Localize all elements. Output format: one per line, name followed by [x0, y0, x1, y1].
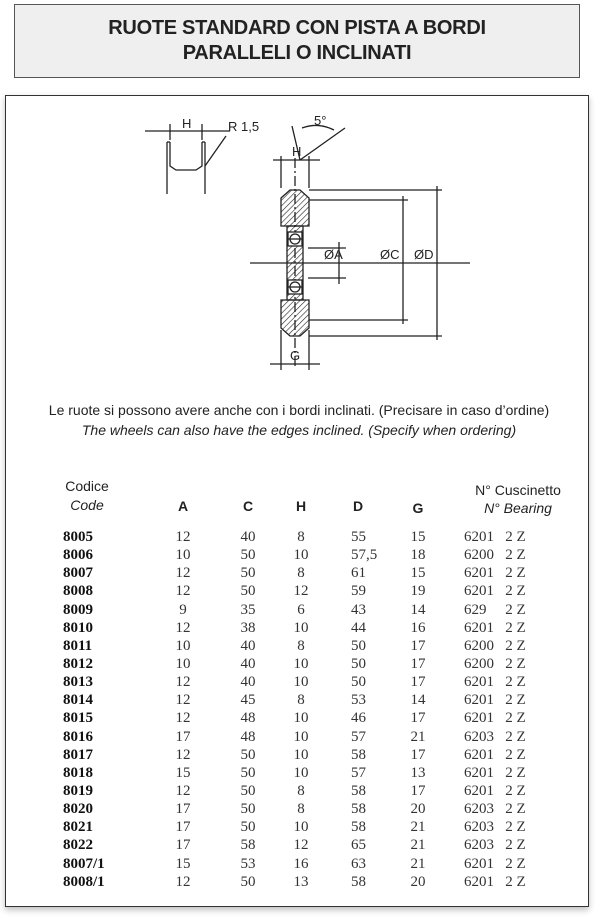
cell-c: 50	[240, 565, 256, 582]
cell-code: 8006	[63, 547, 93, 564]
cell-d: 50	[351, 637, 366, 654]
cell-c: 40	[240, 674, 256, 691]
groove-profile-detail	[145, 124, 230, 194]
cell-bearing: 6201 2 Z	[464, 764, 526, 781]
cell-c: 40	[240, 655, 256, 672]
cell-h: 10	[293, 819, 309, 836]
cell-a: 12	[175, 873, 191, 890]
cell-bearing: 6201 2 Z	[464, 873, 526, 890]
cell-h: 10	[293, 547, 309, 564]
table-row	[0, 746, 598, 764]
cell-code: 8008	[63, 583, 93, 600]
cell-d: 63	[351, 855, 366, 872]
cell-h: 12	[293, 837, 309, 854]
table-row	[0, 564, 598, 582]
cell-c: 50	[240, 547, 256, 564]
cell-bearing: 6201 2 Z	[464, 782, 526, 799]
cell-c: 50	[240, 782, 256, 799]
cell-d: 57	[351, 728, 366, 745]
cell-code: 8010	[63, 619, 93, 636]
cell-code: 8005	[63, 529, 93, 545]
cell-d: 57	[351, 764, 366, 781]
cell-bearing: 6201 2 Z	[464, 674, 526, 691]
cell-h: 10	[293, 710, 309, 727]
cell-d: 53	[351, 692, 366, 709]
cell-a: 12	[175, 583, 191, 600]
header-code-it: Codice	[65, 478, 109, 494]
cell-a: 12	[175, 746, 191, 763]
cell-h: 10	[293, 728, 309, 745]
table-row	[0, 637, 598, 655]
cell-bearing: 6201 2 Z	[464, 710, 526, 727]
cell-h: 6	[297, 601, 305, 618]
radius-label: R 1,5	[228, 119, 260, 134]
cell-d: 58	[351, 801, 366, 818]
cell-h: 10	[293, 655, 309, 672]
cell-code: 8007/1	[63, 855, 105, 872]
outer-diameter-label: ØD	[414, 247, 434, 262]
cell-d: 57,5	[351, 547, 378, 564]
cell-code: 8018	[63, 764, 93, 781]
cell-h: 8	[297, 692, 305, 709]
cell-c: 50	[240, 801, 256, 818]
table-row	[0, 601, 598, 619]
table-row	[0, 709, 598, 727]
cell-a: 17	[175, 728, 191, 745]
cell-code: 8022	[63, 837, 93, 854]
cell-h: 16	[293, 855, 309, 872]
groove-width-label: H	[182, 116, 192, 131]
cell-g: 17	[410, 746, 426, 763]
table-row	[0, 728, 598, 746]
cell-a: 17	[175, 819, 191, 836]
cell-code: 8017	[63, 746, 93, 763]
cell-a: 12	[175, 782, 191, 799]
cell-code: 8019	[63, 782, 93, 799]
cell-code: 8021	[63, 819, 93, 836]
cell-code: 8008/1	[63, 873, 105, 890]
cell-code: 8016	[63, 728, 93, 745]
cell-h: 10	[293, 764, 309, 781]
wheel-table-body	[0, 528, 598, 891]
cell-a: 12	[175, 619, 191, 636]
table-row	[0, 836, 598, 854]
table-row	[0, 582, 598, 600]
cell-h: 8	[297, 801, 305, 818]
cell-d: 50	[351, 655, 366, 672]
cell-c: 50	[240, 819, 256, 836]
cell-g: 14	[410, 692, 426, 709]
cell-h: 10	[293, 619, 309, 636]
cell-code: 8014	[63, 692, 93, 709]
cell-g: 21	[410, 819, 426, 836]
table-row	[0, 546, 598, 564]
cell-g: 21	[410, 728, 426, 745]
table-row	[0, 782, 598, 800]
cell-a: 12	[175, 692, 191, 709]
cell-g: 18	[410, 547, 426, 564]
cell-g: 19	[410, 583, 426, 600]
cell-code: 8011	[63, 637, 93, 654]
cell-bearing: 6203 2 Z	[464, 728, 526, 745]
cell-bearing: 6201 2 Z	[464, 583, 526, 600]
cell-h: 12	[293, 583, 309, 600]
cell-a: 12	[175, 710, 191, 727]
cell-g: 17	[410, 674, 426, 691]
cell-bearing: 6203 2 Z	[464, 801, 526, 818]
cell-a: 10	[175, 637, 191, 654]
cell-c: 50	[240, 873, 256, 890]
cell-c: 45	[240, 692, 256, 709]
cell-g: 17	[410, 782, 426, 799]
total-width-label: G	[290, 348, 301, 363]
cell-a: 10	[175, 547, 191, 564]
cell-bearing: 6201 2 Z	[464, 692, 526, 709]
table-row	[0, 764, 598, 782]
angle-label: 5°	[314, 113, 327, 128]
cell-bearing: 6201 2 Z	[464, 565, 526, 582]
header-d: D	[352, 498, 364, 514]
cell-c: 50	[240, 583, 256, 600]
cell-g: 20	[410, 801, 426, 818]
cell-g: 21	[410, 837, 426, 854]
cell-a: 10	[175, 655, 191, 672]
cell-d: 58	[351, 819, 366, 836]
cell-a: 12	[175, 565, 191, 582]
cell-h: 10	[293, 746, 309, 763]
cell-c: 50	[240, 746, 256, 763]
cell-a: 17	[175, 801, 191, 818]
cell-d: 58	[351, 746, 366, 763]
title-line-1: RUOTE STANDARD CON PISTA A BORDI	[108, 17, 486, 39]
table-row	[0, 818, 598, 836]
cell-d: 65	[351, 837, 366, 854]
cell-g: 15	[410, 565, 426, 582]
cell-d: 55	[351, 529, 366, 545]
cell-c: 35	[240, 601, 256, 618]
cell-c: 38	[240, 619, 256, 636]
cell-a: 12	[175, 674, 191, 691]
cell-c: 58	[240, 837, 256, 854]
cell-c: 53	[240, 855, 256, 872]
cell-a: 17	[175, 837, 191, 854]
cell-c: 40	[240, 529, 256, 545]
cell-d: 59	[351, 583, 366, 600]
cell-a: 12	[175, 529, 191, 545]
cell-bearing: 6201 2 Z	[464, 529, 526, 545]
wheel-technical-drawing	[130, 108, 480, 378]
cell-g: 20	[410, 873, 426, 890]
cell-h: 10	[293, 674, 309, 691]
table-row	[0, 800, 598, 818]
cell-bearing: 6201 2 Z	[464, 619, 526, 636]
cell-h: 8	[297, 565, 305, 582]
cell-bearing: 6203 2 Z	[464, 837, 526, 854]
cell-h: 8	[297, 637, 305, 654]
table-row	[0, 855, 598, 873]
table-row	[0, 655, 598, 673]
table-row	[0, 873, 598, 891]
cell-code: 8012	[63, 655, 93, 672]
cell-a: 15	[175, 764, 191, 781]
note-italian: Le ruote si possono avere anche con i bordi inclinati. (Precisare in caso d’ordine)	[48, 402, 550, 418]
cell-g: 13	[410, 764, 426, 781]
note-english: The wheels can also have the edges inclined. (Specify when ordering)	[81, 422, 517, 438]
header-c: C	[242, 498, 254, 514]
cell-code: 8013	[63, 674, 93, 691]
cell-c: 40	[240, 637, 256, 654]
cell-h: 8	[297, 782, 305, 799]
header-h: H	[295, 498, 307, 514]
cell-d: 43	[351, 601, 366, 618]
table-row	[0, 673, 598, 691]
bore-diameter-label: ØA	[324, 247, 343, 262]
cell-g: 14	[410, 601, 426, 618]
cell-g: 16	[410, 619, 426, 636]
header-a: A	[177, 498, 189, 514]
cell-c: 48	[240, 710, 256, 727]
track-diameter-label: ØC	[380, 247, 400, 262]
cell-d: 61	[351, 565, 366, 582]
cell-c: 50	[240, 764, 256, 781]
header-g: G	[412, 500, 424, 516]
cell-bearing: 6203 2 Z	[464, 819, 526, 836]
cell-d: 58	[351, 873, 366, 890]
cell-a: 9	[179, 601, 187, 618]
table-row	[0, 691, 598, 709]
cell-code: 8007	[63, 565, 93, 582]
cell-bearing: 6201 2 Z	[464, 855, 526, 872]
table-row	[0, 528, 598, 546]
hub-width-label: H	[292, 144, 302, 159]
cell-code: 8020	[63, 801, 93, 818]
cell-g: 17	[410, 710, 426, 727]
cell-d: 58	[351, 782, 366, 799]
table-row	[0, 619, 598, 637]
cell-c: 48	[240, 728, 256, 745]
header-bearing-it: N° Cuscinetto	[475, 482, 561, 498]
cell-h: 8	[297, 529, 305, 545]
cell-g: 21	[410, 855, 426, 872]
cell-d: 44	[351, 619, 366, 636]
title-box	[14, 4, 580, 78]
cell-bearing: 6200 2 Z	[464, 547, 526, 564]
cell-code: 8009	[63, 601, 93, 618]
title-line-2: PARALLELI O INCLINATI	[182, 42, 412, 64]
cell-d: 50	[351, 674, 366, 691]
cell-bearing: 629 2 Z	[464, 601, 526, 618]
cell-g: 15	[410, 529, 426, 545]
cell-a: 15	[175, 855, 191, 872]
cell-g: 17	[410, 655, 426, 672]
header-bearing-en: N° Bearing	[484, 500, 552, 516]
cell-d: 46	[351, 710, 366, 727]
cell-bearing: 6200 2 Z	[464, 655, 526, 672]
cell-bearing: 6201 2 Z	[464, 746, 526, 763]
cell-code: 8015	[63, 710, 93, 727]
header-code-en: Code	[70, 497, 104, 513]
wheel-section	[250, 125, 470, 370]
cell-g: 17	[410, 637, 426, 654]
cell-bearing: 6200 2 Z	[464, 637, 526, 654]
cell-h: 13	[293, 873, 309, 890]
